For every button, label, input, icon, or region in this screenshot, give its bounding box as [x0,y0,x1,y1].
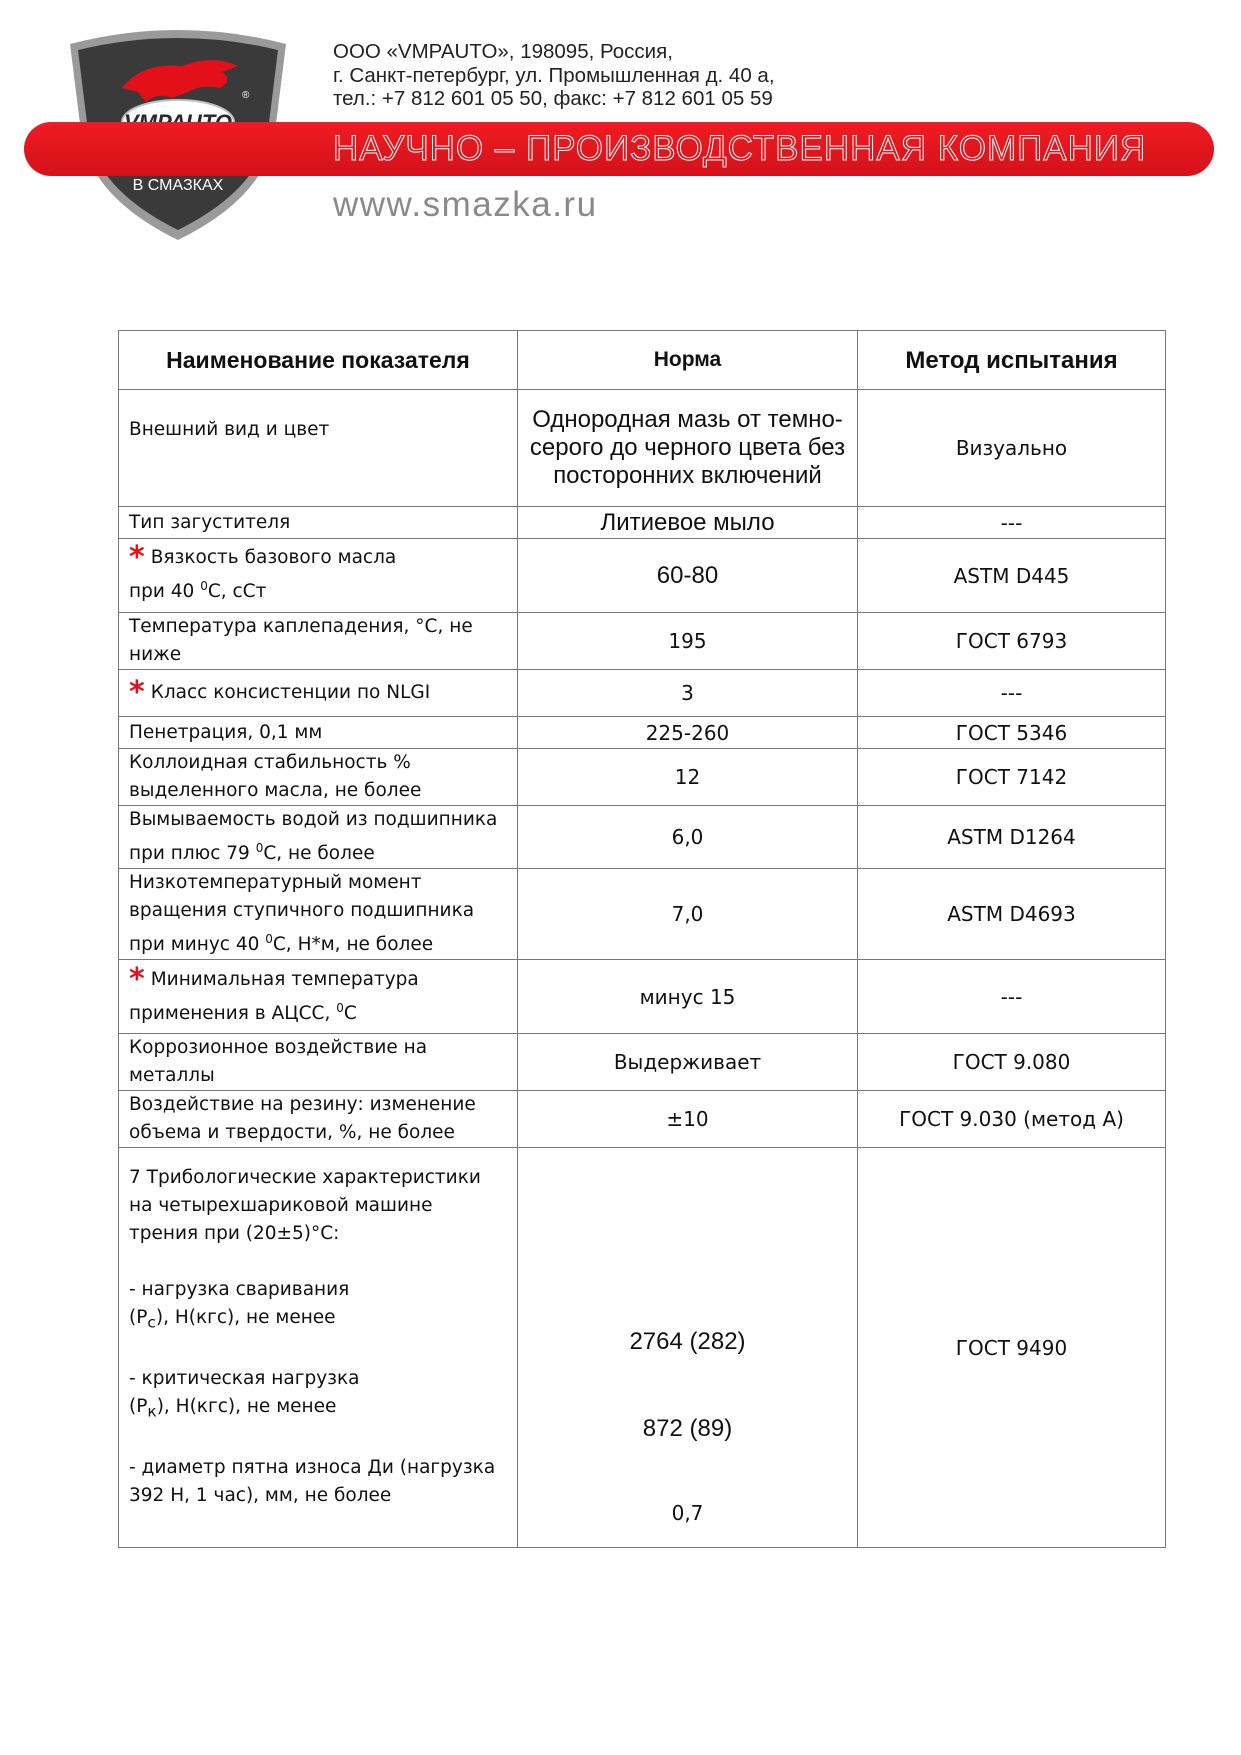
table-row [119,717,1166,749]
param-name: Пенетрация, 0,1 мм [119,717,518,749]
contacts-line: тел.: +7 812 601 05 50, факс: +7 812 601 05 59 [333,87,773,110]
tribology-row [119,1148,1166,1548]
param-method: --- [858,507,1166,539]
col-header-norm: Норма [518,331,858,390]
param-norm: 195 [518,613,858,670]
table-header-row [119,331,1166,390]
param-method: ГОСТ 7142 [858,749,1166,806]
tribology-norms [518,1148,858,1548]
param-norm: Однородная мазь от темно-серого до черного цвета без посторонних включений [518,390,858,507]
table-row [119,749,1166,806]
param-norm: ±10 [518,1091,858,1148]
param-norm: 7,0 [518,869,858,960]
param-norm: минус 15 [518,960,858,1034]
table-row [119,869,1166,960]
param-method: ASTM D4693 [858,869,1166,960]
param-name: Коррозионное воздействие на металлы [119,1034,518,1091]
tribology-title: 7 Трибологические характеристики на четырехшариковой машине трения при (20±5)°С: [129,1167,481,1245]
table-row [119,507,1166,539]
param-method: --- [858,670,1166,717]
required-marker-icon: * [129,675,145,710]
param-norm: 3 [518,670,858,717]
param-name: Тип загустителя [119,507,518,539]
tribology-params [119,1148,518,1548]
param-norm: Выдерживает [518,1034,858,1091]
weld-load-unit: $(Р_с)$, Н(кгс), не менее [129,1307,336,1332]
required-marker-icon: * [129,961,145,997]
wear-diameter-value: 0,7 [671,1501,704,1526]
critical-load-label: - критическая нагрузка [129,1368,360,1389]
table-row [119,1091,1166,1148]
table-row [119,1034,1166,1091]
param-method: --- [858,960,1166,1034]
param-name: Вымываемость водой из подшипника при плюс 79 $^0$С, не более [119,806,518,869]
col-header-name: Наименование показателя [119,331,518,390]
table-row [119,613,1166,670]
table-row [119,806,1166,869]
param-name: * Минимальная температура применения в АЦСС, $^0$С [119,960,518,1034]
address-line-2: г. Санкт-петербург, ул. Промышленная д. 40 а, [333,63,775,87]
critical-load-value: 872 (89) [642,1415,733,1443]
param-method: ASTM D1264 [858,806,1166,869]
col-header-method: Метод испытания [858,331,1166,390]
website-link[interactable]: www.smazka.ru [333,185,598,224]
critical-load-unit: $(Р_к)$, Н(кгс), не менее [129,1396,337,1421]
param-method: ASTM D445 [858,539,1166,613]
param-method: Визуально [858,390,1166,507]
logo-tagline-2: В СМАЗКАХ [132,177,224,194]
param-method: ГОСТ 5346 [858,717,1166,749]
company-address [333,40,775,111]
weld-load-value: 2764 (282) [629,1328,746,1356]
param-method: ГОСТ 6793 [858,613,1166,670]
param-norm: Литиевое мыло [518,507,858,539]
banner-text: НАУЧНО – ПРОИЗВОДСТВЕННАЯ КОМПАНИЯ [333,129,1147,168]
param-norm: 12 [518,749,858,806]
param-name: * Вязкость базового масла при 40 $^0$С, сСт [119,539,518,613]
param-method: ГОСТ 9.080 [858,1034,1166,1091]
table-row [119,539,1166,613]
param-method: ГОСТ 9.030 (метод А) [858,1091,1166,1148]
param-name: Внешний вид и цвет [119,390,518,507]
specification-table [118,330,1166,1548]
param-name: Низкотемпературный момент вращения ступичного подшипника при минус 40 $^0$С, Н*м, не более [119,869,518,960]
address-line-1: ООО «VMPAUTO», 198095, Россия, [333,40,673,63]
table-row [119,670,1166,717]
table-row [119,390,1166,507]
param-name: Температура каплепадения, °С, не ниже [119,613,518,670]
table-row [119,960,1166,1034]
svg-text:®: ® [242,90,250,101]
weld-load-label: - нагрузка сваривания [129,1279,350,1301]
param-norm: 6,0 [518,806,858,869]
param-name: Воздействие на резину: изменение объема и твердости, %, не более [119,1091,518,1148]
wear-diameter-label: - диаметр пятна износа Ди (нагрузка 392 Н, 1 час), мм, не более [129,1456,496,1506]
param-name: * Класс консистенции по NLGI [119,670,518,717]
param-norm: 60-80 [518,539,858,613]
param-norm: 225-260 [518,717,858,749]
required-marker-icon: * [129,540,145,576]
param-name: Коллоидная стабильность % выделенного масла, не более [119,749,518,806]
tribology-method: ГОСТ 9490 [858,1148,1166,1548]
